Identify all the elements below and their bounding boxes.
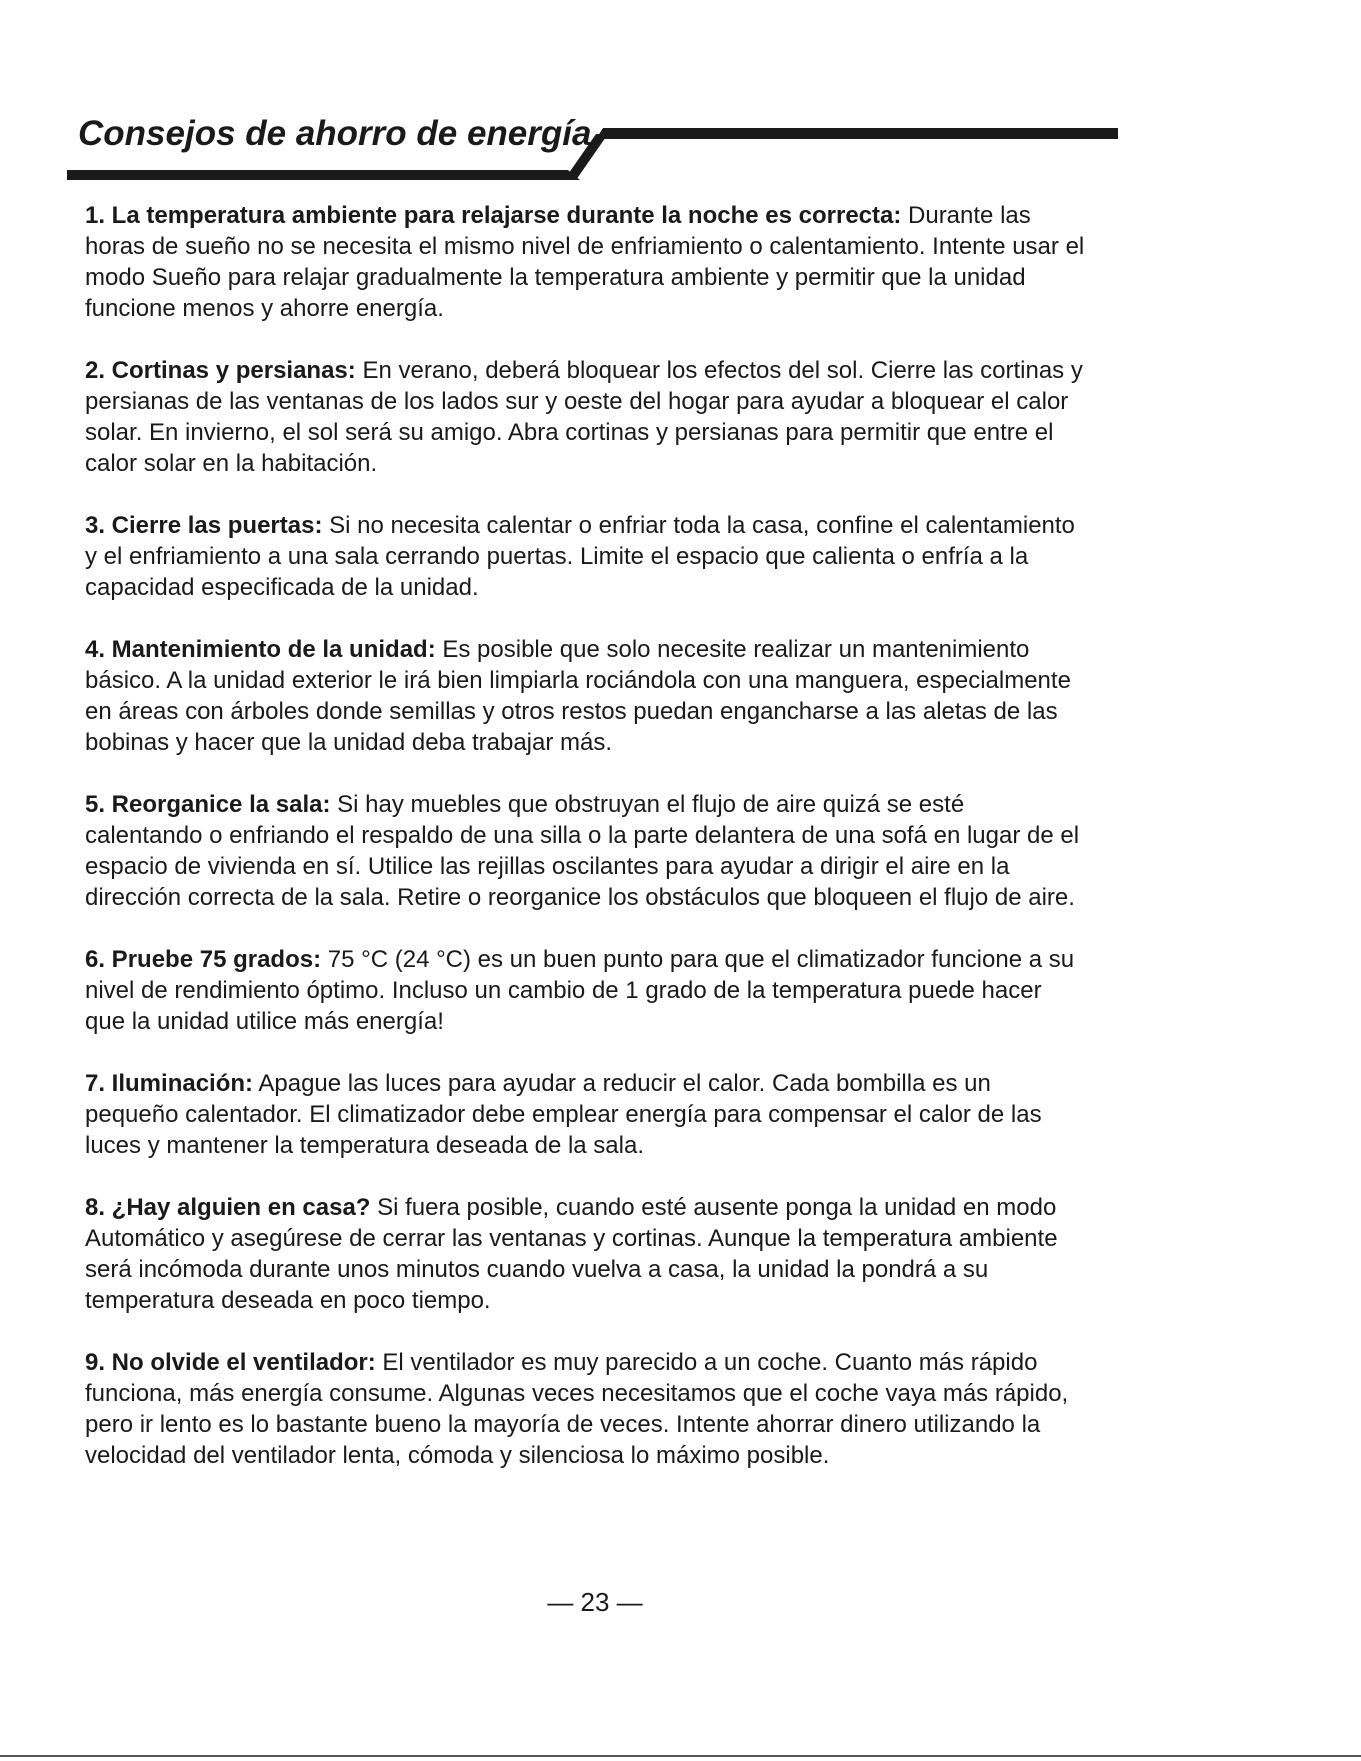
section-header [0,0,1361,190]
page-number: — 23 — [547,1587,643,1617]
tip-item [85,200,1085,324]
tip-heading: 2. Cortinas y persianas: [85,357,356,384]
tip-heading: 7. Iluminación: [85,1070,254,1097]
tip-body: Si hay muebles que obstruyan el flujo de aire quizá se esté calentando o enfriando el respaldo de una silla o la parte delantera de una sofá en lugar de el espacio de vivienda en sí. Utilice las rejillas oscilantes para ayudar a dirigir el aire en la dirección correcta de la sala. Retire o reorganice los obstáculos que bloqueen el flujo de aire. [85,791,1080,911]
tip-body: Apague las luces para ayudar a reducir el calor. Cada bombilla es un pequeño calentador. El climatizador debe emplear energía para compensar el calor de las luces y mantener la temperatura deseada de la sala. [85,1070,1042,1159]
tip-heading: 1. La temperatura ambiente para relajarse durante la noche es correcta: [85,202,902,229]
tip-body: Si no necesita calentar o enfriar toda la casa, confine el calentamiento y el enfriamiento a una sala cerrando puertas. Limite el espacio que calienta o enfría a la capacidad especificada de la unidad. [85,512,1075,601]
tip-body: En verano, deberá bloquear los efectos del sol. Cierre las cortinas y persianas de las ventanas de los lados sur y oeste del hogar para ayudar a bloquear el calor solar. En invierno, el sol será su amigo. Abra cortinas y persianas para permitir que entre el calor solar en la habitación. [85,357,1083,477]
tip-body: Es posible que solo necesite realizar un mantenimiento básico. A la unidad exterior le irá bien limpiarla rociándola con una manguera, especialmente en áreas con árboles donde semillas y otros restos puedan engancharse a las aletas de las bobinas y hacer que la unidad deba trabajar más. [85,636,1071,756]
header-rule-lower [67,170,580,180]
tip-body: Si fuera posible, cuando esté ausente ponga la unidad en modo Automático y asegúrese de cerrar las ventanas y cortinas. Aunque la temperatura ambiente será incómoda durante unos minutos cuando vuelva a casa, la unidad la pondrá a su temperatura deseada en poco tiempo. [85,1194,1058,1314]
header-rule-upper [596,128,1118,139]
tips-list [85,200,1085,1502]
tip-item [85,510,1085,603]
tip-heading: 3. Cierre las puertas: [85,512,323,539]
page-title: Consejos de ahorro de energía [78,114,592,153]
tip-heading: 9. No olvide el ventilador: [85,1349,376,1376]
tip-item [85,1347,1085,1471]
tip-item [85,1068,1085,1161]
tip-heading: 4. Mantenimiento de la unidad: [85,636,436,663]
tip-item [85,789,1085,913]
tip-item [85,944,1085,1037]
tip-heading: 8. ¿Hay alguien en casa? [85,1194,371,1221]
tip-item [85,355,1085,479]
tip-body: Durante las horas de sueño no se necesita el mismo nivel de enfriamiento o calentamiento. Intente usar el modo Sueño para relajar gradualmente la temperatura ambiente y permitir que la unidad funcione menos y ahorre energía. [85,202,1085,322]
tip-heading: 6. Pruebe 75 grados: [85,946,322,973]
tip-item [85,634,1085,758]
tip-item [85,1192,1085,1316]
tip-heading: 5. Reorganice la sala: [85,791,331,818]
header-rule-graphic [0,0,1361,190]
bottom-rule [0,1755,1361,1757]
tip-body: El ventilador es muy parecido a un coche. Cuanto más rápido funciona, más energía consume. Algunas veces necesitamos que el coche vaya más rápido, pero ir lento es lo bastante bueno la mayoría de veces. Intente ahorrar dinero utilizando la velocidad del ventilador lenta, cómoda y silenciosa lo máximo posible. [85,1349,1069,1469]
tip-body: 75 °C (24 °C) es un buen punto para que el climatizador funcione a su nivel de rendimiento óptimo. Incluso un cambio de 1 grado de la temperatura puede hacer que la unidad utilice más energía! [85,946,1075,1035]
